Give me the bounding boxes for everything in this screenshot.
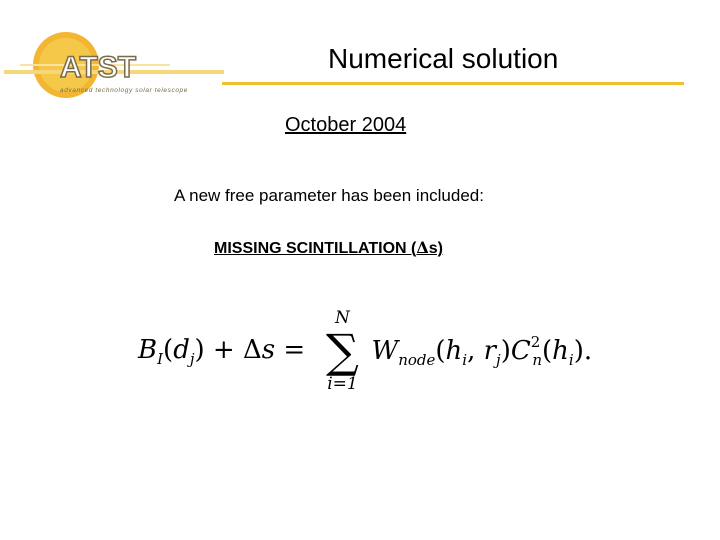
logo-wordmark: ATST bbox=[60, 51, 137, 84]
date-heading: October 2004 bbox=[285, 114, 407, 136]
eq-paren-close-3: ). bbox=[573, 336, 593, 366]
sum-upper-limit: N bbox=[335, 308, 350, 328]
eq-paren-open-3: ( bbox=[541, 336, 553, 366]
eq-paren-close-2: ) bbox=[500, 336, 511, 366]
eq-C: C bbox=[510, 336, 531, 366]
eq-h: h bbox=[445, 336, 463, 366]
missing-scintillation-label bbox=[214, 238, 443, 258]
eq-s: s bbox=[261, 334, 276, 365]
title-underline-rule bbox=[222, 82, 684, 85]
eq-C-sub bbox=[532, 351, 542, 369]
atst-logo-graphic bbox=[0, 14, 230, 104]
eq-paren-open-2: ( bbox=[435, 336, 446, 366]
eq-r: r bbox=[483, 336, 497, 366]
delta-symbol: Δ bbox=[416, 238, 429, 257]
sum-lower-text: i=1 bbox=[327, 374, 358, 394]
equation-rhs bbox=[371, 333, 593, 369]
missing-label-suffix: s) bbox=[428, 240, 444, 257]
eq-W-sub-text: node bbox=[398, 351, 436, 369]
eq-plus: + bbox=[204, 334, 243, 365]
description-text: A new free parameter has been included: bbox=[174, 186, 484, 205]
equation-lhs bbox=[138, 334, 314, 368]
eq-h-sub-text: i bbox=[462, 351, 468, 369]
eq-d: d bbox=[173, 334, 190, 365]
logo-subtitle: advanced technology solar telescope bbox=[60, 87, 188, 94]
eq-C-sup: 2 bbox=[530, 333, 541, 351]
eq-C-sub-text: n bbox=[532, 351, 542, 369]
eq-h2-sub-text: i bbox=[568, 351, 574, 369]
eq-paren-close-1: ) bbox=[194, 334, 205, 365]
eq-paren-open-1: ( bbox=[163, 334, 174, 365]
eq-B: B bbox=[138, 334, 158, 365]
eq-comma: , bbox=[467, 336, 484, 366]
page-title: Numerical solution bbox=[328, 43, 559, 74]
eq-d-sub-text: j bbox=[189, 349, 195, 368]
eq-B-sub-text: I bbox=[157, 349, 164, 368]
eq-equals: = bbox=[275, 334, 314, 365]
eq-W: W bbox=[371, 336, 399, 366]
atst-logo bbox=[0, 14, 230, 104]
eq-h2: h bbox=[552, 336, 569, 366]
sum-sigma: ∑ bbox=[326, 324, 359, 378]
scintillation-equation bbox=[138, 308, 592, 394]
eq-W-sub bbox=[398, 351, 435, 369]
eq-r-sub-text: j bbox=[496, 351, 501, 369]
missing-label-text: MISSING SCINTILLATION ( bbox=[214, 240, 417, 257]
summation-symbol bbox=[319, 308, 365, 394]
eq-delta: Δ bbox=[243, 334, 262, 365]
